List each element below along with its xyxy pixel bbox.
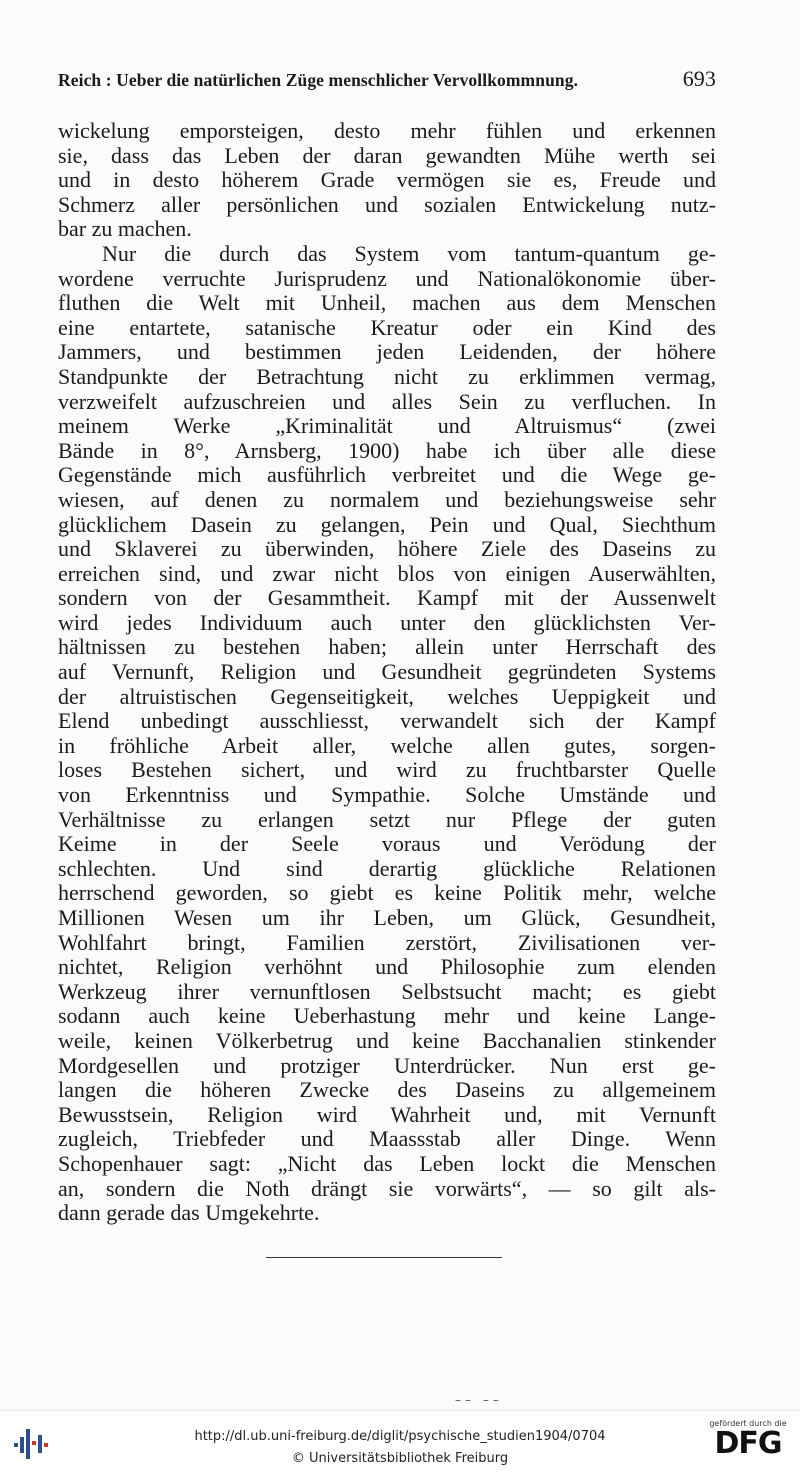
text-line: nichtet, Religion verhöhnt und Philosophie zum elenden xyxy=(58,955,716,980)
document-url[interactable]: http://dl.ub.uni-freiburg.de/diglit/psychische_studien1904/0704 xyxy=(194,1429,606,1444)
text-line: eine entartete, satanische Kreatur oder ein Kind des xyxy=(58,315,716,340)
text-line: wordene verruchte Jurisprudenz und Nationalökonomie über- xyxy=(58,266,716,291)
text-line: und in desto höherem Grade vermögen sie es, Freude und xyxy=(58,168,716,193)
text-line: erreichen sind, und zwar nicht blos von einigen Auserwählten, xyxy=(58,561,716,586)
text-line: Gegenstände mich ausführlich verbreitet und die Wege ge- xyxy=(58,463,716,488)
dfg-caption: gefördert durch die xyxy=(709,1419,787,1428)
text-line: Jammers, und bestimmen jeden Leidenden, der höhere xyxy=(58,340,716,365)
text-line: auf Vernunft, Religion und Gesundheit gegründeten Systems xyxy=(58,660,716,685)
text-line: wickelung emporsteigen, desto mehr fühlen und erkennen xyxy=(58,119,716,143)
text-line: Wohlfahrt bringt, Familien zerstört, Zivilisationen ver- xyxy=(58,930,716,955)
running-header xyxy=(58,66,716,92)
body-text xyxy=(58,119,716,1226)
text-line: hältnissen zu bestehen haben; allein unter Herrschaft des xyxy=(58,635,716,660)
text-line: Mordgesellen und protziger Unterdrücker. Nun erst ge- xyxy=(58,1053,716,1078)
viewer-footer xyxy=(0,1410,800,1473)
text-line: langen die höheren Zwecke des Daseins zu allgemeinem xyxy=(58,1078,716,1103)
text-line: fluthen die Welt mit Unheil, machen aus dem Menschen xyxy=(58,291,716,316)
text-line: weile, keinen Völkerbetrug und keine Bacchanalien stinkender xyxy=(58,1028,716,1053)
copyright-notice: © Universitätsbibliothek Freiburg xyxy=(291,1451,509,1466)
text-line: von Erkenntniss und Sympathie. Solche Umstände und xyxy=(58,783,716,808)
dfg-logo-text: DFG xyxy=(714,1426,782,1461)
text-line: wird jedes Individuum auch unter den glücklichsten Ver- xyxy=(58,610,716,635)
text-line: Standpunkte der Betrachtung nicht zu erklimmen vermag, xyxy=(58,364,716,389)
text-line: Verhältnisse zu erlangen setzt nur Pflege der guten xyxy=(58,807,716,832)
scan-specks: –– –– xyxy=(455,1393,503,1407)
text-line: dann gerade das Umgekehrte. xyxy=(58,1201,320,1226)
text-line: sodann auch keine Ueberhastung mehr und keine Lange- xyxy=(58,1004,716,1029)
text-line: Schmerz aller persönlichen und sozialen Entwickelung nutz- xyxy=(58,192,716,217)
text-line: Nur die durch das System vom tantum-quantum ge- xyxy=(102,241,716,266)
text-line: Keime in der Seele voraus und Verödung der xyxy=(58,832,716,857)
text-line: der altruistischen Gegenseitigkeit, welches Ueppigkeit und xyxy=(58,684,716,709)
running-title: Reich : Ueber die natürlichen Züge menschlicher Vervollkommnung. xyxy=(58,70,579,90)
text-line: Schopenhauer sagt: „Nicht das Leben lockt die Menschen xyxy=(58,1151,716,1176)
text-line: sondern von der Gesammtheit. Kampf mit der Aussenwelt xyxy=(58,586,716,611)
text-line: zugleich, Triebfeder und Maassstab aller Dinge. Wenn xyxy=(58,1127,716,1152)
text-line: Werkzeug ihrer vernunftlosen Selbstsucht macht; es giebt xyxy=(58,979,716,1004)
text-line: Bände in 8°, Arnsberg, 1900) habe ich über alle diese xyxy=(58,438,716,463)
text-line: an, sondern die Noth drängt sie vorwärts“, — so gilt als- xyxy=(58,1176,716,1201)
text-line: und Sklaverei zu überwinden, höhere Ziele des Daseins zu xyxy=(58,537,716,562)
text-line: verzweifelt aufzuschreien und alles Sein zu verfluchen. In xyxy=(58,389,716,414)
text-line: glücklichem Dasein zu gelangen, Pein und Qual, Siechthum xyxy=(58,512,716,537)
page-number: 693 xyxy=(682,66,716,91)
text-line: schlechten. Und sind derartig glückliche Relationen xyxy=(58,856,716,881)
text-line: loses Bestehen sichert, und wird zu fruchtbarster Quelle xyxy=(58,758,716,783)
text-line: in fröhliche Arbeit aller, welche allen gutes, sorgen- xyxy=(58,733,716,758)
text-line: herrschend geworden, so giebt es keine Politik mehr, welche xyxy=(58,881,716,906)
dfg-logo xyxy=(706,1419,790,1467)
text-line: meinem Werke „Kriminalität und Altruismus“ (zwei xyxy=(58,414,716,439)
text-line: wiesen, auf denen zu normalem und beziehungsweise sehr xyxy=(58,487,716,512)
text-line: Elend unbedingt ausschliesst, verwandelt sich der Kampf xyxy=(58,709,716,734)
text-line: bar zu machen. xyxy=(58,217,192,242)
text-line: sie, dass das Leben der daran gewandten Mühe werth sei xyxy=(58,143,716,168)
end-rule xyxy=(266,1257,502,1258)
text-line: Bewusstsein, Religion wird Wahrheit und, mit Vernunft xyxy=(58,1102,716,1127)
text-line: Millionen Wesen um ihr Leben, um Glück, Gesundheit, xyxy=(58,906,716,930)
